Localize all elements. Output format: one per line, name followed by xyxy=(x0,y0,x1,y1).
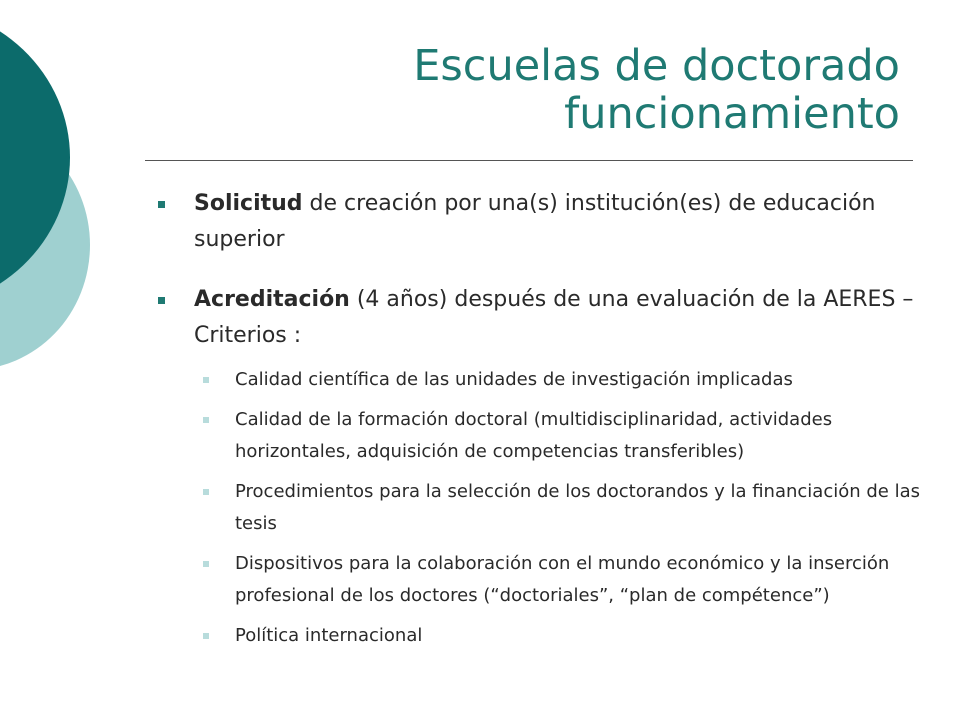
bullet-text: (4 años) después de una evaluación de la AERES – Criterios : xyxy=(194,287,914,348)
bullet-acreditacion xyxy=(150,282,930,354)
bullet-solicitud xyxy=(150,186,930,258)
bullet-marker-icon xyxy=(158,201,165,208)
bullet-marker-icon xyxy=(158,297,165,304)
title-line-2: funcionamiento xyxy=(564,89,900,139)
sub-bullet xyxy=(235,364,935,396)
sub-bullet-marker-icon xyxy=(203,417,209,423)
title-line-1: Escuelas de doctorado xyxy=(413,41,900,91)
sub-bullet-marker-icon xyxy=(203,489,209,495)
slide-title xyxy=(200,42,900,138)
title-divider xyxy=(145,160,913,161)
sub-bullet-marker-icon xyxy=(203,561,209,567)
sub-bullet xyxy=(235,404,935,468)
sub-bullet xyxy=(235,476,935,540)
sub-bullet-text: Política internacional xyxy=(235,625,423,646)
sub-bullet-text: Calidad de la formación doctoral (multidisciplinaridad, actividades horizontales, adquisición de competencias transferibles) xyxy=(235,409,833,462)
bullet-strong-text: Acreditación xyxy=(194,287,350,312)
bullet-strong-text: Solicitud xyxy=(194,191,303,216)
sub-bullet xyxy=(235,620,935,652)
sub-bullet-text: Procedimientos para la selección de los doctorandos y la financiación de las tesis xyxy=(235,481,920,534)
sub-bullet-text: Dispositivos para la colaboración con el mundo económico y la inserción profesional de los doctores (“doctoriales”, “plan de compétence”) xyxy=(235,553,890,606)
sub-bullet-marker-icon xyxy=(203,377,209,383)
slide-content xyxy=(150,186,930,672)
bullet-text: de creación por una(s) institución(es) de educación superior xyxy=(194,191,876,252)
sub-bullet-text: Calidad científica de las unidades de investigación implicadas xyxy=(235,369,793,390)
sub-bullet-marker-icon xyxy=(203,633,209,639)
sub-bullet xyxy=(235,548,935,612)
